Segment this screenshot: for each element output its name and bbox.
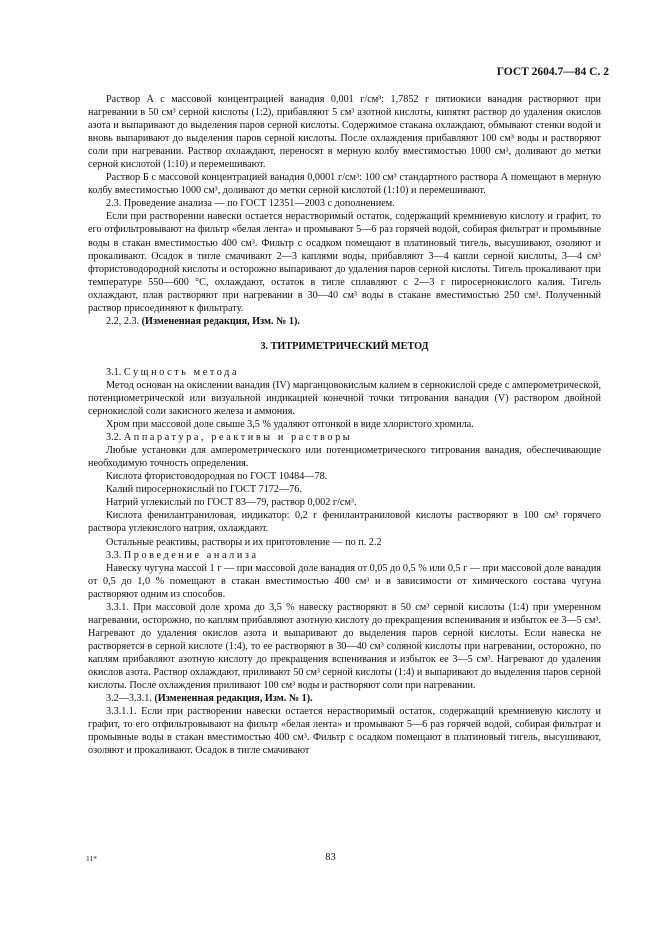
amendment-text: (Измененная редакция, Изм. № 1). — [154, 693, 313, 705]
list-item: Кислота фтористоводородная по ГОСТ 10484—78. — [106, 471, 328, 483]
paragraph-chromium: Хром при массовой доле свыше 3,5 % удаляют отгонкой в виде хлористого хромила. — [106, 419, 474, 431]
paragraph-residue: Если при растворении навески остается нерастворимый остаток, содержащий кремниевую кислоту и графит, то его отфильтровывают на фильтр «белая лента» и промывают 5—6 раз горячей водой, собирая фильтрат и промывные воды в стакан вместимостью 400 см³. Фильтр с осадком помещают в платиновый тигель, высушивают, озоляют и прокаливают. Осадок в тигле смачивают 2—3 каплями воды, прибавляют 3—4 капли серной кислоты, 3—4 см³ фтористоводородной кислоты и осторожно выпаривают до удаления паров серной кислоты. Тигель прокаливают при температуре 550—600 °С, охлаждают, остаток в тигле сплавляют с 2—3 г пиросернокислого калия. Тигель охлаждают, плав растворяют при нагревании в 30—40 см³ воды в стакане вместимостью 250 см³. Полученный раствор присоединяют к фильтрату. — [88, 211, 601, 314]
list-item: Калий пиросернокислый по ГОСТ 7172—76. — [106, 484, 302, 496]
subsection-title: Аппаратура, реактивы и растворы — [123, 432, 353, 444]
paragraph-solution-a: Раствор А с массовой концентрацией ванадия 0,001 г/см³: 1,7852 г пятиокиси ванадия растворяют при нагревании в 50 см³ серной кислоты (1:2), прибавляют 5 см³ азотной кислоты, кипятят раствор до удаления окислов азота и выпаривают до выделения паров серной кислоты. Содержимое стакана охлаждают, обмывают стенки водой и вновь выпаривают до выделения паров серной кислоты. После охлаждения прибавляют 100 см³ воды и растворяют соли при нагревании. Раствор охлаждают, переносят в мерную колбу вместимостью 1000 см³, доливают до метки серной кислотой (1:10) и перемешивают. — [88, 94, 601, 171]
paragraph-sample: Навеску чугуна массой 1 г — при массовой доле ванадия от 0,05 до 0,5 % или 0,5 г — при массовой доле ванадия от 0,5 до 1,0 % помещают в стакан вместимостью 400 см³ и в зависимости от химического состава чугуна растворяют одним из способов. — [88, 562, 601, 600]
list-item: Натрий углекислый по ГОСТ 83—79, раствор 0,002 г/см³. — [106, 497, 357, 509]
amendment-note-1 — [88, 315, 601, 328]
subsection-title: Проведение анализа — [123, 549, 259, 561]
subsection-title: Сущность метода — [123, 366, 240, 378]
subsection-3-1-heading — [88, 366, 601, 379]
page-number: 83 — [325, 852, 336, 863]
subsection-number: 3.2. — [106, 432, 124, 444]
subsection-number: 3.3. — [106, 549, 124, 561]
running-head: ГОСТ 2604.7—84 С. 2 — [496, 66, 609, 78]
list-item: Остальные реактивы, растворы и их приготовление — по п. 2.2 — [106, 536, 382, 548]
amendment-text: (Измененная редакция, Изм. № 1). — [141, 315, 300, 327]
sheet-mark: 11* — [86, 854, 97, 863]
amendment-note-2 — [88, 692, 601, 705]
paragraph-method-basis: Метод основан на окислении ванадия (IV) марганцовокислым калием в сернокислой среде с амперометрической, потенциометрической или визуальной индикацией конечной точки титрования ванадия (V) раствором двойной сернокислой соли закисного железа и аммония. — [88, 379, 601, 418]
paragraph-solution-b: Раствор Б с массовой концентрацией ванадия 0,0001 г/см³: 100 см³ стандартного раствора А помещают в мерную колбу вместимостью 1000 см³, доливают до метки серной кислотой (1:10) и перемешивают. — [88, 172, 601, 197]
section-3-title: 3. ТИТРИМЕТРИЧЕСКИЙ МЕТОД — [260, 340, 429, 352]
amendment-ref: 2.2, 2.3. — [106, 315, 142, 327]
paragraph-2-3: 2.3. Проведение анализа — по ГОСТ 12351—2003 с дополнением. — [106, 198, 395, 210]
subsection-number: 3.1. — [106, 366, 124, 378]
subsection-3-3-heading — [88, 549, 601, 562]
list-item: Любые установки для амперометрического или потенциометрического титрования ванадия, обеспечивающие необходимую точность определения. — [88, 445, 601, 470]
paragraph-3-3-1-1: 3.3.1.1. Если при растворении навески остается нерастворимый остаток, содержащий кремниевую кислоту и графит, то его отфильтровывают на фильтр «белая лента» и промывают 5—6 раз горячей водой, собирая фильтрат и промывные воды в стакан вместимостью 400 см³. Фильтр с осадком помещают в платиновый тигель, высушивают, озоляют и прокаливают. Осадок в тигле смачивают — [88, 706, 601, 757]
subsection-3-2-heading — [88, 431, 601, 444]
list-item: Кислота фенилантраниловая, индикатор: 0,2 г фенилантраниловой кислоты растворяют в 100 см³ горячего раствора углекислого натрия, охлаждают. — [88, 510, 601, 535]
paragraph-3-3-1: 3.3.1. При массовой доле хрома до 3,5 % навеску растворяют в 50 см³ серной кислоты (1:4) при умеренном нагревании, осторожно, по каплям прибавляют азотную кислоту до прекращения вспенивания и избыток ее 3—5 см³. Нагревают до удаления окислов азота и выпаривают до выделения паров серной кислоты. Если навеска не растворяется в серной кислоте (1:4), то ее растворяют в 30—40 см³ соляной кислоты при нагревании, осторожно, по каплям прибавляют азотную кислоту до прекращения вспенивания и избыток ее 3—5 см³. Нагревают до удаления окислов азота. Раствор охлаждают, приливают 50 см³ серной кислоты (1:4) и выпаривают до выделения паров серной кислоты. После охлаждения приливают 100 см³ воды и растворяют соли при нагревании. — [88, 601, 601, 692]
page-body — [88, 93, 601, 757]
amendment-ref: 3.2—3.3.1. — [106, 693, 155, 705]
